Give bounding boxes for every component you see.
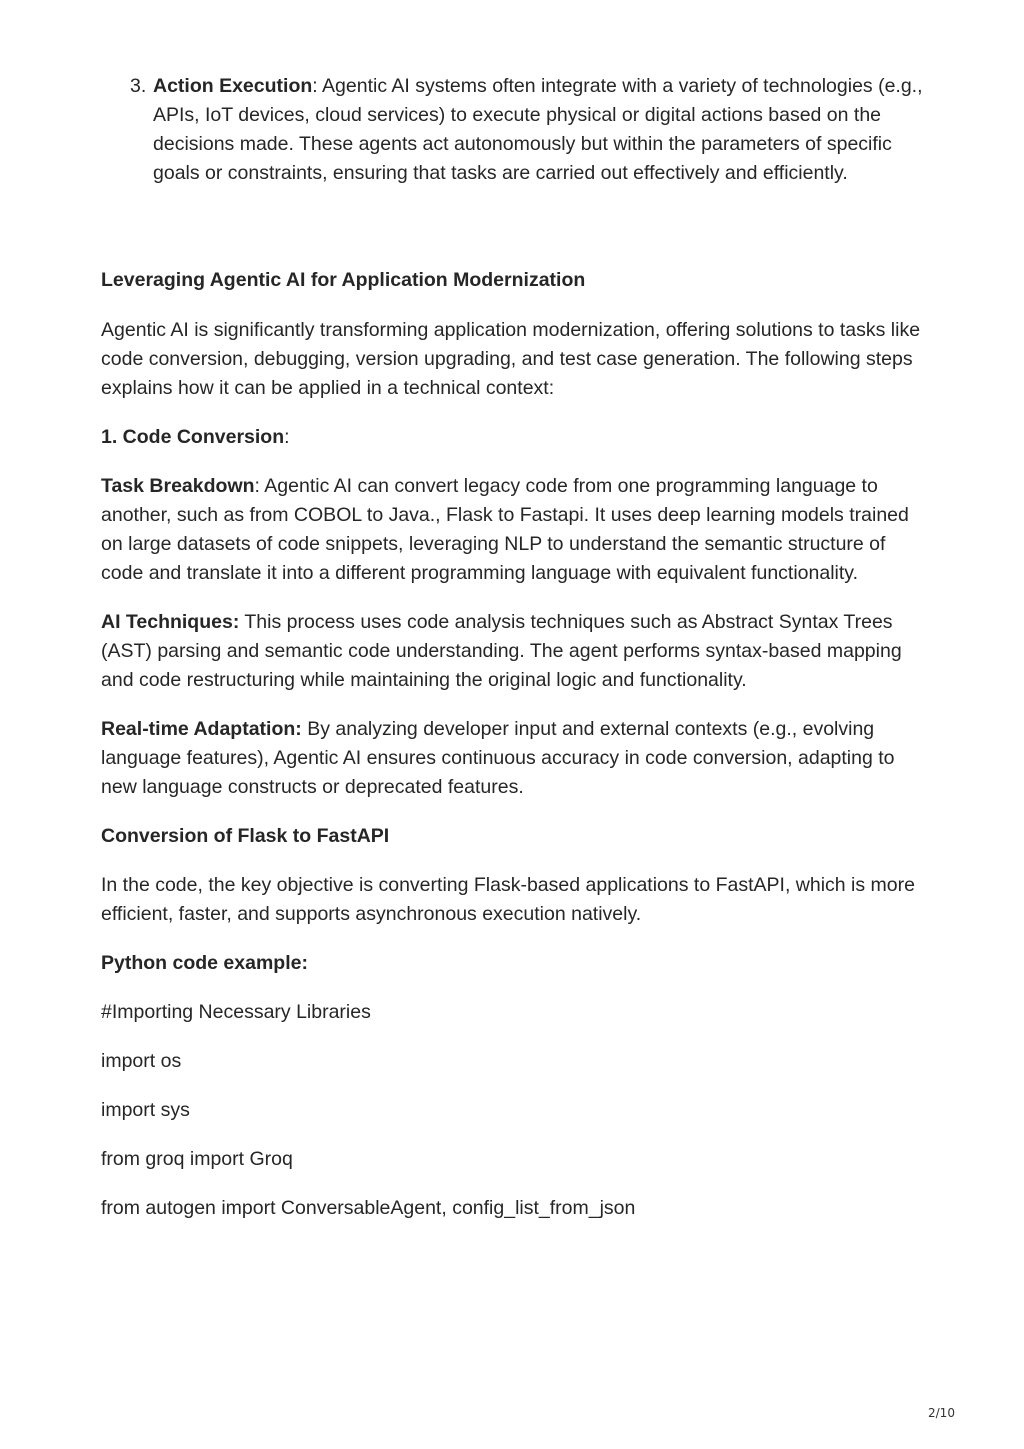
task-breakdown-text: : Agentic AI can convert legacy code from one programming language to another, such as from COBOL to Java., Flask to Fastapi. It uses deep learning models trained on large datasets of code snippets, leveraging NLP to understand the semantic structure of code and translate it into a different programming language with equivalent functionality.: [101, 475, 909, 584]
ai-techniques-term: AI Techniques:: [101, 611, 240, 633]
code-conversion-heading: [101, 423, 931, 452]
document-page: [101, 72, 931, 1223]
realtime-adaptation-term: Real-time Adaptation:: [101, 718, 302, 740]
page-number: 2/10: [928, 1406, 955, 1420]
flask-heading: Conversion of Flask to FastAPI: [101, 825, 390, 847]
code-example-heading: Python code example:: [101, 952, 308, 974]
ai-techniques-paragraph: [101, 608, 931, 695]
code-line: from groq import Groq: [101, 1148, 293, 1170]
list-item-text: : Agentic AI systems often integrate with a variety of technologies (e.g., APIs, IoT devices, cloud services) to execute physical or digital actions based on the decisions made. These agents act autonomously but within the parameters of specific goals or constraints, ensuring that tasks are carried out effectively and efficiently.: [153, 75, 923, 184]
task-breakdown-term: Task Breakdown: [101, 475, 255, 497]
code-line: #Importing Necessary Libraries: [101, 1001, 371, 1023]
realtime-adaptation-paragraph: [101, 715, 931, 802]
code-line: from autogen import ConversableAgent, config_list_from_json: [101, 1197, 636, 1219]
list-item-number: 3.: [130, 75, 147, 97]
code-line: import sys: [101, 1099, 190, 1121]
section-intro: Agentic AI is significantly transforming application modernization, offering solutions to tasks like code conversion, debugging, version upgrading, and test case generation. The following steps explains how it can be applied in a technical context:: [101, 319, 921, 399]
code-conversion-title: 1. Code Conversion: [101, 426, 285, 448]
section-heading: Leveraging Agentic AI for Application Modernization: [101, 269, 586, 291]
code-conversion-colon: :: [284, 426, 290, 448]
realtime-adaptation-text: By analyzing developer input and external contexts (e.g., evolving language features), Agentic AI ensures continuous accuracy in code conversion, adapting to new language constructs or deprecated features.: [101, 718, 895, 798]
task-breakdown-paragraph: [101, 472, 931, 588]
flask-paragraph: In the code, the key objective is converting Flask-based applications to FastAPI, which is more efficient, faster, and supports asynchronous execution natively.: [101, 874, 915, 925]
ai-techniques-text: This process uses code analysis techniques such as Abstract Syntax Trees (AST) parsing and semantic code understanding. The agent performs syntax-based mapping and code restructuring while maintaining the original logic and functionality.: [101, 611, 902, 691]
code-line: import os: [101, 1050, 182, 1072]
list-item-action-execution: [101, 72, 931, 188]
list-item-term: Action Execution: [153, 75, 313, 97]
